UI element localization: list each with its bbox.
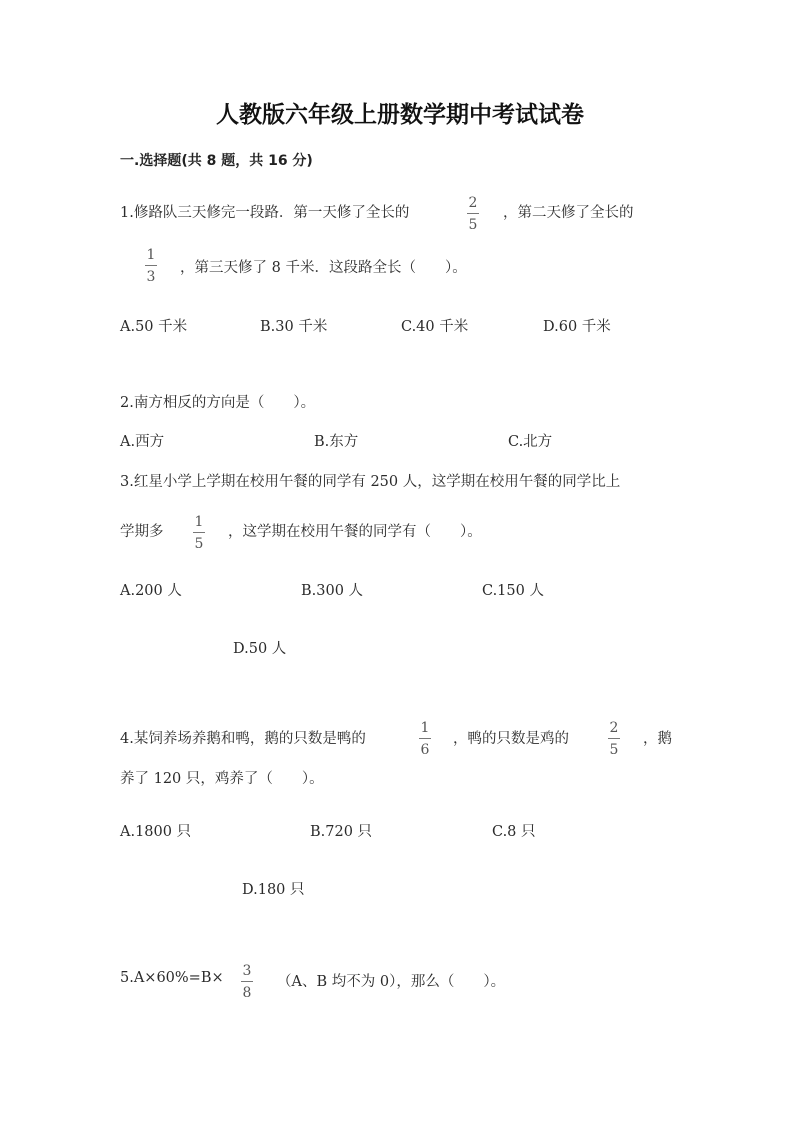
question-3-text-a: 3.红星小学上学期在校用午餐的同学有 250 人，这学期在校用午餐的同学比上 [120,474,621,490]
question-4-text-b: ，鸭的只数是鸡的 [453,731,569,747]
option-a[interactable]: A.50 千米 [120,319,188,335]
fraction-numerator: 3 [242,963,252,979]
option-b[interactable]: B.720 只 [310,824,373,840]
option-d[interactable]: D.180 只 [242,882,305,898]
question-4-text-c: ，鹅 [643,731,672,747]
fraction-numerator: 1 [146,247,156,263]
fraction-bar [419,738,431,739]
question-4-text-a: 4.某饲养场养鹅和鸭，鹅的只数是鸭的 [120,731,366,747]
page-title: 人教版六年级上册数学期中考试试卷 [216,102,584,128]
question-5-text-a: 5.A×60%=B× [120,970,224,986]
fraction-denominator: 5 [468,217,478,233]
fraction-bar [145,265,157,266]
question-2-text: 2.南方相反的方向是（ ）。 [120,395,316,411]
question-4-text-d: 养了 120 只，鸡养了（ ）。 [120,771,324,787]
question-1-text-b: ，第二天修了全长的 [503,205,634,221]
option-c[interactable]: C.150 人 [482,583,544,599]
fraction-denominator: 3 [146,269,156,285]
fraction-numerator: 1 [194,514,204,530]
fraction-numerator: 1 [420,720,430,736]
fraction-denominator: 5 [609,742,619,758]
fraction-numerator: 2 [609,720,619,736]
fraction [419,721,431,757]
option-a[interactable]: A.200 人 [120,583,182,599]
fraction-denominator: 5 [194,536,204,552]
question-1-text-a: 1.修路队三天修完一段路．第一天修了全长的 [120,205,410,221]
section-heading: 一.选择题(共 8 题，共 16 分) [120,153,313,169]
option-b[interactable]: B.300 人 [301,583,364,599]
option-d[interactable]: D.50 人 [233,641,287,657]
question-1-text-c: ，第三天修了 8 千米．这段路全长（ ）。 [180,260,467,276]
fraction [608,721,620,757]
fraction-bar [467,213,479,214]
option-a[interactable]: A.西方 [120,434,165,450]
fraction-numerator: 2 [468,195,478,211]
question-5-text-b: （A、B 均不为 0），那么（ ）。 [277,974,506,990]
fraction [241,964,253,1000]
option-c[interactable]: C.8 只 [492,824,536,840]
fraction-denominator: 8 [242,985,252,1001]
fraction [467,196,479,232]
fraction [145,248,157,284]
option-b[interactable]: B.东方 [314,434,359,450]
option-b[interactable]: B.30 千米 [260,319,328,335]
fraction [193,515,205,551]
option-d[interactable]: D.60 千米 [543,319,611,335]
option-a[interactable]: A.1800 只 [120,824,192,840]
option-c[interactable]: C.北方 [508,434,553,450]
question-3-text-c: ，这学期在校用午餐的同学有（ ）。 [228,524,482,540]
question-3-text-b: 学期多 [120,524,164,540]
fraction-bar [241,981,253,982]
fraction-bar [608,738,620,739]
fraction-denominator: 6 [420,742,430,758]
option-c[interactable]: C.40 千米 [401,319,469,335]
fraction-bar [193,532,205,533]
